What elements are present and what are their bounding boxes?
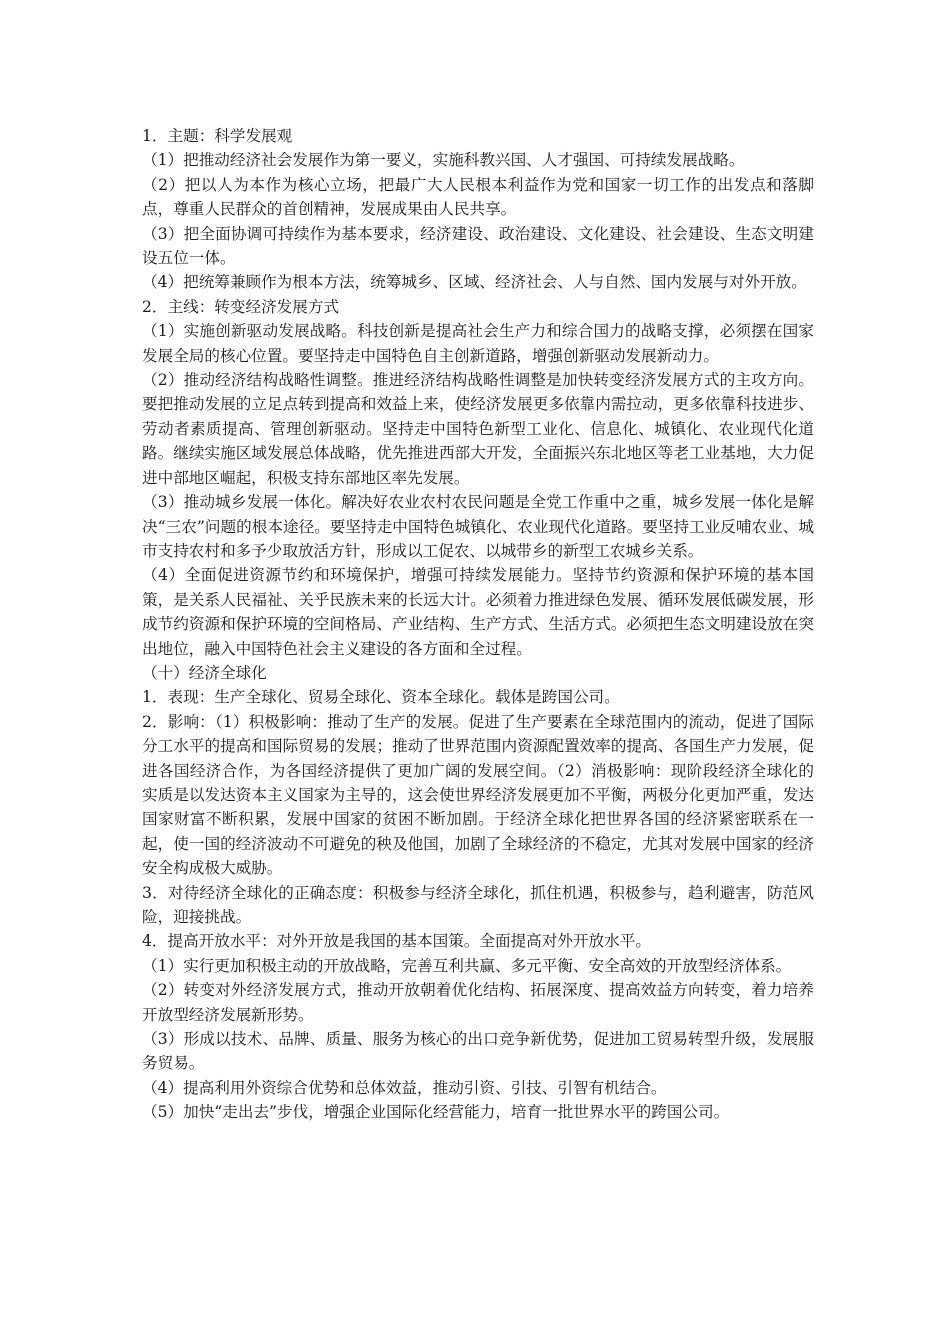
paragraph: （3）把全面协调可持续作为基本要求，经济建设、政治建设、文化建设、社会建设、生态文明建设五位一体。 — [142, 224, 814, 268]
paragraph: （3）形成以技术、品牌、质量、服务为核心的出口竞争新优势，促进加工贸易转型升级，发展服务贸易。 — [142, 1030, 814, 1073]
paragraph: （4）提高利用外资综合优势和总体效益，推动引资、引技、引智有机结合。 — [142, 1078, 667, 1097]
paragraph: （2）转变对外经济发展方式，推动开放朝着优化结构、拓展深度、提高效益方向转变，着力培养开放型经济发展新形势。 — [142, 981, 814, 1024]
heading-scientific-development: 1．主题：科学发展观 — [142, 127, 293, 145]
paragraph: （3）推动城乡发展一体化。解决好农业农村农民问题是全党工作重中之重，城乡发展一体化是解决“三农”问题的根本途径。要坚持走中国特色城镇化、农业现代化道路。要坚持工业反哺农业、城市支持农村和多予少取放活方针，形成以工促农、以城带乡的新型工农城乡关系。 — [142, 493, 814, 560]
paragraph: 3．对待经济全球化的正确态度：积极参与经济全球化，抓住机遇，积极参与，趋利避害，防范风险，迎接挑战。 — [142, 883, 814, 926]
paragraph: （4）把统筹兼顾作为根本方法，统筹城乡、区域、经济社会、人与自然、国内发展与对外开放。 — [142, 273, 807, 292]
paragraph: （1）实行更加积极主动的开放战略，完善互利共赢、多元平衡、安全高效的开放型经济体系。 — [142, 956, 792, 975]
paragraph: 4．提高开放水平：对外开放是我国的基本国策。全面提高对外开放水平。 — [142, 932, 651, 951]
section-heading-globalization: （十）经济全球化 — [142, 663, 267, 682]
heading-main-line: 2．主线：转变经济发展方式 — [142, 297, 340, 316]
paragraph: （2）推动经济结构战略性调整。推进经济结构战略性调整是加快转变经济发展方式的主攻方向。要把推动发展的立足点转到提高和效益上来，使经济发展更多依靠内需拉动，更多依靠科技进步、劳动者素质提高、管理创新驱动。坚持走中国特色新型工业化、信息化、城镇化、农业现代化道路。继续实施区域发展总体战略，优先推进西部大开发，全面振兴东北地区等老工业基地，大力促进中部地区崛起，积极支持东部地区率先发展。 — [142, 371, 814, 487]
paragraph: （5）加快“走出去”步伐，增强企业国际化经营能力，培育一批世界水平的跨国公司。 — [142, 1103, 730, 1122]
paragraph: 2．影响：（1）积极影响：推动了生产的发展。促进了生产要素在全球范围内的流动，促进了国际分工水平的提高和国际贸易的发展；推动了世界范围内资源配置效率的提高、各国生产力发展，促进各国经济合作，为各国经济提供了更加广阔的发展空间。（2）消极影响：现阶段经济全球化的实质是以发达资本主义国家为主导的，这会使世界经济发展更加不平衡，两极分化更加严重，发达国家财富不断积累，发展中国家的贫困不断加剧。于经济全球化把世界各国的经济紧密联系在一起，使一国的经济波动不可避免的秧及他国，加剧了全球经济的不稳定，尤其对发展中国家的经济安全构成极大威胁。 — [142, 712, 814, 878]
document-body — [142, 124, 814, 1125]
paragraph: 1．表现：生产全球化、贸易全球化、资本全球化。载体是跨国公司。 — [142, 688, 620, 707]
paragraph: （4）全面促进资源节约和环境保护，增强可持续发展能力。坚持节约资源和保护环境的基本国策，是关系人民福祉、关乎民族未来的长远大计。必须着力推进绿色发展、循环发展低碳发展，形成节约资源和保护环境的空间格局、产业结构、生产方式、生活方式。必须把生态文明建设放在突出地位，融入中国特色社会主义建设的各方面和全过程。 — [142, 566, 814, 658]
paragraph: （1）实施创新驱动发展战略。科技创新是提高社会生产力和综合国力的战略支撑，必须摆在国家发展全局的核心位置。要坚持走中国特色自主创新道路，增强创新驱动发展新动力。 — [142, 322, 814, 365]
paragraph: （1）把推动经济社会发展作为第一要义，实施科教兴国、人才强国、可持续发展战略。 — [142, 151, 745, 170]
paragraph: （2）把以人为本作为核心立场，把最广大人民根本利益作为党和国家一切工作的出发点和落脚点，尊重人民群众的首创精神，发展成果由人民共享。 — [142, 175, 814, 219]
